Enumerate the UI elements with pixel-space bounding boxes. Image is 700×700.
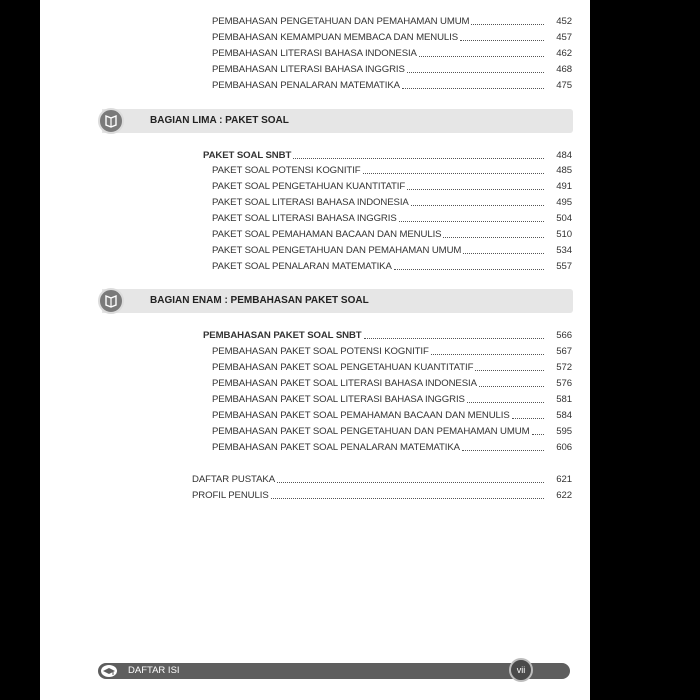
toc-entry-page: 557 — [556, 261, 572, 272]
toc-entry-page: 452 — [556, 16, 572, 27]
section-title: BAGIAN LIMA : PAKET SOAL — [150, 115, 289, 126]
toc-entry-label: PAKET SOAL PENALARAN MATEMATIKA — [212, 261, 392, 272]
document-page — [40, 0, 590, 700]
toc-entry-label: DAFTAR PUSTAKA — [192, 474, 275, 485]
toc-entry-label: PEMBAHASAN PAKET SOAL SNBT — [203, 330, 362, 341]
toc-entry-back-matter[interactable] — [192, 472, 572, 486]
toc-entry-label: PAKET SOAL POTENSI KOGNITIF — [212, 165, 361, 176]
toc-entry-label: PEMBAHASAN PAKET SOAL LITERASI BAHASA INDONESIA — [212, 378, 477, 389]
toc-entry[interactable] — [212, 376, 572, 390]
toc-leader-dots — [407, 71, 544, 73]
toc-entry-label: PEMBAHASAN LITERASI BAHASA INGGRIS — [212, 64, 405, 75]
toc-entry[interactable] — [212, 440, 572, 454]
toc-leader-dots — [443, 236, 544, 238]
toc-leader-dots — [462, 449, 544, 451]
toc-entry-label: PEMBAHASAN LITERASI BAHASA INDONESIA — [212, 48, 417, 59]
toc-entry-page: 468 — [556, 64, 572, 75]
toc-entry[interactable] — [212, 78, 572, 92]
toc-entry-label: PAKET SOAL LITERASI BAHASA INDONESIA — [212, 197, 409, 208]
toc-entry-label: PEMBAHASAN KEMAMPUAN MEMBACA DAN MENULIS — [212, 32, 459, 43]
toc-entry[interactable] — [212, 243, 572, 257]
page-number-badge: vii — [509, 658, 533, 682]
toc-leader-dots — [475, 369, 544, 371]
toc-leader-dots — [394, 268, 544, 270]
toc-entry[interactable] — [212, 62, 572, 76]
toc-leader-dots — [471, 23, 544, 25]
toc-entry-page: 491 — [556, 181, 572, 192]
toc-leader-dots — [463, 252, 544, 254]
toc-leader-dots — [277, 481, 544, 483]
toc-entry-page: 534 — [556, 245, 572, 256]
toc-entry[interactable] — [212, 392, 572, 406]
toc-entry-label: PAKET SOAL SNBT — [203, 150, 292, 161]
toc-entry-label: PEMBAHASAN PAKET SOAL PEMAHAMAN BACAAN DAN MENULIS — [212, 410, 510, 421]
toc-entry-label: PEMBAHASAN PAKET SOAL PENALARAN MATEMATIKA — [212, 442, 460, 453]
toc-entry-back-matter[interactable] — [192, 488, 572, 502]
toc-leader-dots — [460, 39, 544, 41]
toc-leader-dots — [479, 385, 544, 387]
toc-entry-label: PAKET SOAL PENGETAHUAN KUANTITATIF — [212, 181, 406, 192]
toc-entry-page: 576 — [556, 378, 572, 389]
book-badge-icon — [98, 288, 124, 314]
toc-entry-page: 572 — [556, 362, 572, 373]
toc-entry-main[interactable] — [203, 148, 572, 162]
toc-entry-page: 606 — [556, 442, 572, 453]
toc-leader-dots — [293, 157, 544, 159]
toc-entry-page: 457 — [556, 32, 572, 43]
toc-entry-page: 462 — [556, 48, 572, 59]
toc-entry-page: 622 — [556, 490, 572, 501]
toc-entry-page: 566 — [556, 330, 572, 341]
toc-entry-label: PEMBAHASAN PENGETAHUAN DAN PEMAHAMAN UMUM — [212, 16, 470, 27]
section-header-bagian-enam — [102, 289, 573, 313]
toc-leader-dots — [431, 353, 544, 355]
toc-leader-dots — [407, 188, 544, 190]
toc-entry-label: PEMBAHASAN PAKET SOAL PENGETAHUAN KUANTITATIF — [212, 362, 474, 373]
toc-entry-page: 475 — [556, 80, 572, 91]
toc-leader-dots — [419, 55, 544, 57]
toc-entry-page: 595 — [556, 426, 572, 437]
toc-entry-main[interactable] — [203, 328, 572, 342]
toc-leader-dots — [364, 337, 544, 339]
toc-entry-page: 621 — [556, 474, 572, 485]
toc-entry-page: 567 — [556, 346, 572, 357]
toc-entry[interactable] — [212, 211, 572, 225]
footer-bar — [98, 663, 570, 679]
toc-entry[interactable] — [212, 163, 572, 177]
toc-entry-label: PEMBAHASAN PAKET SOAL LITERASI BAHASA INGGRIS — [212, 394, 465, 405]
toc-entry[interactable] — [212, 344, 572, 358]
toc-leader-dots — [402, 87, 544, 89]
book-badge-icon — [98, 108, 124, 134]
toc-entry[interactable] — [212, 46, 572, 60]
toc-leader-dots — [271, 497, 544, 499]
toc-entry[interactable] — [212, 360, 572, 374]
toc-entry[interactable] — [212, 195, 572, 209]
toc-entry-page: 504 — [556, 213, 572, 224]
toc-entry-label: PEMBAHASAN PAKET SOAL POTENSI KOGNITIF — [212, 346, 429, 357]
toc-entry-label: PEMBAHASAN PENALARAN MATEMATIKA — [212, 80, 400, 91]
toc-entry-label: PROFIL PENULIS — [192, 490, 269, 501]
toc-entry[interactable] — [212, 30, 572, 44]
footer-title: DAFTAR ISI — [128, 665, 180, 676]
toc-entry-page: 484 — [556, 150, 572, 161]
toc-entry-page: 584 — [556, 410, 572, 421]
toc-leader-dots — [532, 433, 545, 435]
toc-entry-page: 581 — [556, 394, 572, 405]
toc-entry-label: PAKET SOAL LITERASI BAHASA INGGRIS — [212, 213, 397, 224]
toc-entry-page: 485 — [556, 165, 572, 176]
toc-leader-dots — [467, 401, 544, 403]
toc-leader-dots — [363, 172, 544, 174]
toc-leader-dots — [512, 417, 544, 419]
toc-entry-page: 495 — [556, 197, 572, 208]
section-header-bagian-lima — [102, 109, 573, 133]
toc-entry[interactable] — [212, 259, 572, 273]
toc-entry-label: PAKET SOAL PEMAHAMAN BACAAN DAN MENULIS — [212, 229, 442, 240]
toc-entry-page: 510 — [556, 229, 572, 240]
toc-entry[interactable] — [212, 179, 572, 193]
toc-entry[interactable] — [212, 227, 572, 241]
graduation-cap-icon — [100, 664, 118, 678]
toc-leader-dots — [399, 220, 544, 222]
toc-entry[interactable] — [212, 424, 572, 438]
toc-entry[interactable] — [212, 408, 572, 422]
toc-entry[interactable] — [212, 14, 572, 28]
toc-entry-label: PEMBAHASAN PAKET SOAL PENGETAHUAN DAN PEMAHAMAN UMUM — [212, 426, 530, 437]
section-title: BAGIAN ENAM : PEMBAHASAN PAKET SOAL — [150, 295, 369, 306]
toc-leader-dots — [411, 204, 544, 206]
toc-entry-label: PAKET SOAL PENGETAHUAN DAN PEMAHAMAN UMUM — [212, 245, 462, 256]
